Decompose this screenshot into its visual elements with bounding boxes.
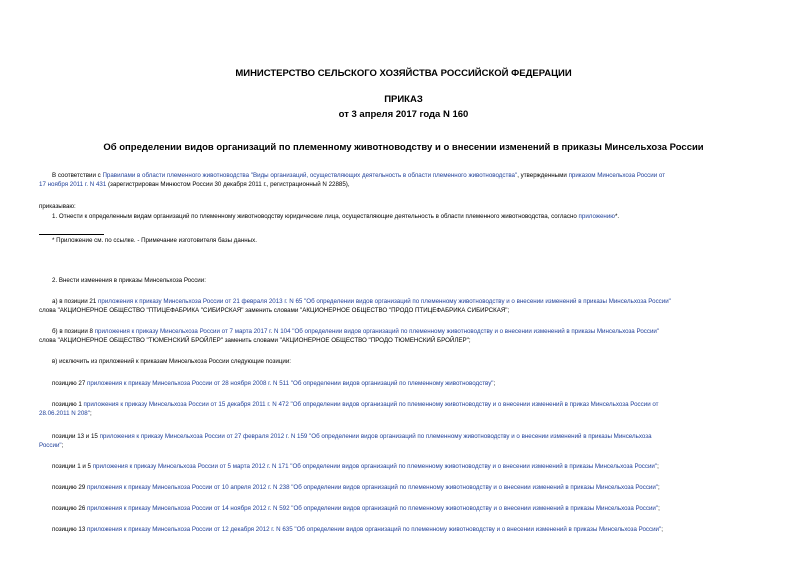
order-431-link[interactable]: приказом Минсельхоза России от	[568, 172, 666, 179]
item-1	[52, 213, 619, 221]
item-2a-line-2: слова "АКЦИОНЕРНОЕ ОБЩЕСТВО "ПТИЦЕФАБРИКА "СИБИРСКАЯ" заменить словами "АКЦИОНЕРНОЕ ОБЩЕСТВО "ПРОДО ПТИЦЕФАБРИКА СИБИРСКАЯ";	[39, 307, 510, 314]
position-prefix: позицию 29	[52, 484, 87, 491]
order-472-link-continued[interactable]: 28.06.2011 N 208"	[39, 410, 90, 417]
position-tail: ;	[61, 442, 64, 449]
position-prefix: позиции 13 и 15	[52, 433, 100, 440]
order-159-link-continued[interactable]: России"	[39, 442, 62, 449]
position-prefix: позицию 27	[52, 380, 87, 387]
order-238-link[interactable]: приложения к приказу Минсельхоза России от 10 апреля 2012 г. N 238 "Об определении видов организаций по племенному животноводству и о внесении изменений в приказы Минсельхоза России"	[86, 484, 659, 491]
position-prefix: позицию 13	[52, 526, 87, 533]
ministry-heading: МИНИСТЕРСТВО СЕЛЬСКОГО ХОЗЯЙСТВА РОССИЙСКОЙ ФЕДЕРАЦИИ	[235, 68, 572, 79]
position-tail: ;	[658, 505, 660, 512]
item-2b-line-2: слова "АКЦИОНЕРНОЕ ОБЩЕСТВО "ТЮМЕНСКИЙ БРОЙЛЕР" заменить словами "АКЦИОНЕРНОЕ ОБЩЕСТВО "ПРОДО ТЮМЕНСКИЙ БРОЙЛЕР";	[39, 337, 471, 344]
position-tail: ;	[658, 484, 660, 491]
order-159-link[interactable]: приложения к приказу Минсельхоза России от 27 февраля 2012 г. N 159 "Об определении видов организаций по племенному животноводству и о внесении изменений в приказы Минсельхоза	[99, 433, 652, 440]
intro-line-1	[52, 172, 665, 180]
document-type: ПРИКАЗ	[384, 94, 423, 105]
position-prefix: позиции 1 и 5	[52, 463, 93, 470]
position-item	[52, 463, 659, 471]
position-prefix: позицию 26	[52, 505, 87, 512]
item-1-text: 1. Отнести к определенным видам организаций по племенному животноводству юридические лица, осуществляющие деятельность в области племенного животноводства, согласно	[52, 213, 579, 220]
position-item	[52, 484, 660, 492]
order-511-link[interactable]: приложения к приказу Минсельхоза России от 28 ноября 2008 г. N 511 "Об определении видов организаций по племенному животноводству"	[86, 380, 494, 387]
position-tail: ;	[493, 380, 496, 387]
order-592-link[interactable]: приложения к приказу Минсельхоза России от 14 ноября 2012 г. N 592 "Об определении видов организаций по племенному животноводству и о внесении изменений в приказы Минсельхоза России"	[86, 505, 659, 512]
order-65-link[interactable]: приложения к приказу Минсельхоза России от 21 февраля 2013 г. N 65 "Об определении видов организаций по племенному животноводству и о внесении изменений в приказы Минсельхоза России"	[98, 298, 671, 305]
order-word: приказываю:	[39, 203, 76, 210]
item-2: 2. Внести изменения в приказы Минсельхоза России:	[52, 277, 206, 284]
position-tail: ;	[661, 526, 663, 533]
intro-line-2	[39, 181, 350, 189]
order-104-link[interactable]: приложения к приказу Минсельхоза России от 7 марта 2017 г. N 104 "Об определении видов организаций по племенному животноводству и о внесении изменений в приказы Минсельхоза России"	[94, 328, 660, 335]
position-item	[52, 401, 659, 409]
position-tail: ;	[89, 410, 92, 417]
position-item	[52, 380, 495, 388]
position-item	[52, 433, 652, 441]
position-prefix: позицию 1	[52, 401, 84, 408]
position-item-continued	[39, 442, 63, 450]
order-171-link[interactable]: приложения к приказу Минсельхоза России от 5 марта 2012 г. N 171 "Об определении видов организаций по племенному животноводству и о внесении изменений в приказы Минсельхоза России"	[92, 463, 658, 470]
document-title: Об определении видов организаций по племенному животноводству и о внесении изменений в приказы Минсельхоза России	[103, 142, 704, 153]
intro-text: В соответствии с	[52, 172, 103, 179]
footnote-divider	[39, 234, 104, 235]
order-472-link[interactable]: приложения к приказу Минсельхоза России от 15 декабря 2011 г. N 472 "Об определении видов организаций по племенному животноводству и о внесении изменений в приказ Минсельхоза России от	[83, 401, 659, 408]
item-2b-prefix: б) в позиции 8	[52, 328, 95, 335]
rules-link[interactable]: Правилами в области племенного животноводства "Виды организаций, осуществляющих деятельность в области племенного животноводства"	[102, 172, 518, 179]
item-2v: в) исключить из приложений к приказам Минсельхоза России следующие позиции:	[52, 358, 291, 365]
position-item	[52, 505, 660, 513]
appendix-link[interactable]: приложению	[578, 213, 615, 220]
intro-text: , утвержденными	[517, 172, 569, 179]
order-635-link[interactable]: приложения к приказу Минсельхоза России от 12 декабря 2012 г. N 635 "Об определении видов организаций по племенному животноводству и о внесении изменений в приказы Минсельхоза России"	[86, 526, 662, 533]
document-date-number: от 3 апреля 2017 года N 160	[338, 109, 469, 120]
position-item-continued	[39, 410, 92, 418]
footnote: * Приложение см. по ссылке. - Примечание изготовителя базы данных.	[52, 237, 257, 244]
order-431-date-link[interactable]: 17 ноября 2011 г. N 431	[39, 181, 107, 188]
item-1-tail: *.	[614, 213, 620, 220]
item-2b-line-1	[52, 328, 659, 336]
intro-registration-text: (зарегистрирован Минюстом России 30 декабря 2011 г., регистрационный N 22885),	[106, 181, 350, 188]
item-2a-prefix: а) в позиции 21	[52, 298, 99, 305]
position-tail: ;	[657, 463, 659, 470]
item-2a-line-1	[52, 298, 671, 306]
position-item	[52, 526, 663, 534]
